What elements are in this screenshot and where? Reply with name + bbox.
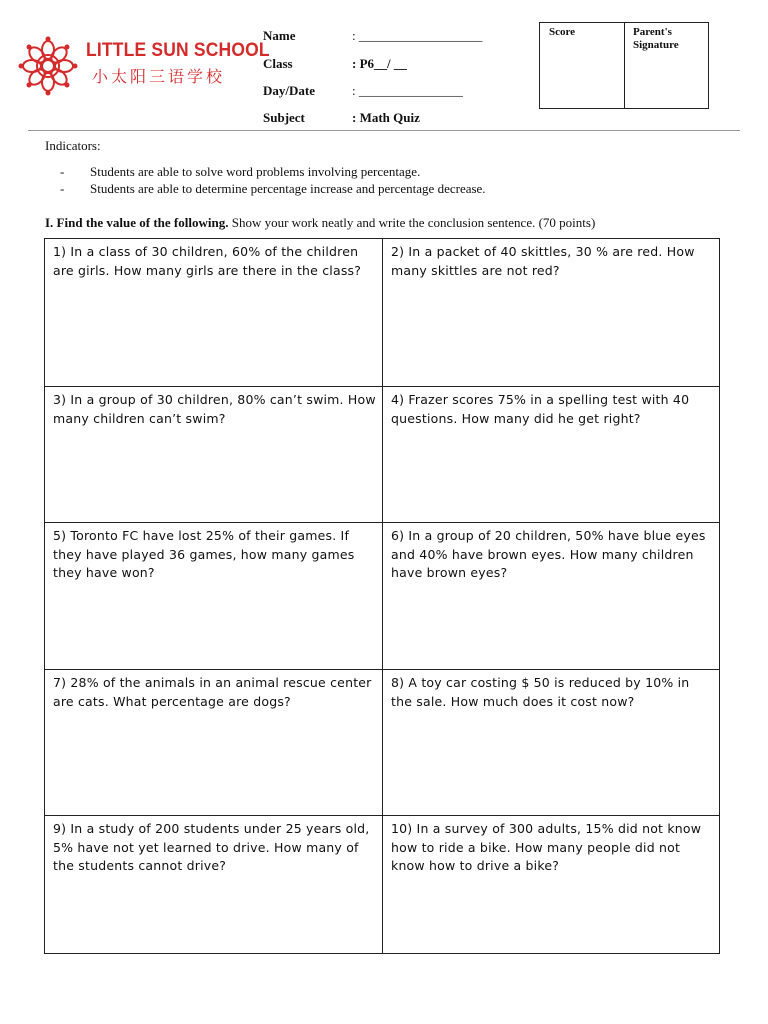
indicator-text: Students are able to solve word problems involving percentage. bbox=[90, 164, 421, 179]
school-logo bbox=[18, 36, 270, 96]
questions-table bbox=[44, 238, 720, 954]
question-cell-3[interactable]: 3) In a group of 30 children, 80% can’t swim. How many children can’t swim? bbox=[45, 387, 383, 523]
question-cell-8[interactable]: 8) A toy car costing $ 50 is reduced by 10% in the sale. How much does it cost now? bbox=[383, 670, 719, 816]
subject-label: Subject bbox=[263, 110, 305, 125]
header-divider bbox=[28, 130, 740, 131]
question-cell-9[interactable]: 9) In a study of 200 students under 25 years old, 5% have not yet learned to drive. How many of the students cannot drive? bbox=[45, 816, 383, 953]
question-cell-7[interactable]: 7) 28% of the animals in an animal rescue center are cats. What percentage are dogs? bbox=[45, 670, 383, 816]
section-heading bbox=[45, 215, 595, 231]
name-label: Name bbox=[263, 28, 296, 43]
date-label: Day/Date bbox=[263, 83, 315, 98]
indicator-text: Students are able to determine percentage increase and percentage decrease. bbox=[90, 181, 486, 196]
question-cell-1[interactable]: 1) In a class of 30 children, 60% of the children are girls. How many girls are there in the class? bbox=[45, 239, 383, 387]
question-cell-2[interactable]: 2) In a packet of 40 skittles, 30 % are red. How many skittles are not red? bbox=[383, 239, 719, 387]
name-field[interactable]: : ___________________ bbox=[352, 28, 483, 43]
section-instructions: Show your work neatly and write the conclusion sentence. (70 points) bbox=[231, 215, 596, 230]
section-title: I. Find the value of the following. bbox=[45, 215, 229, 230]
question-cell-5[interactable]: 5) Toronto FC have lost 25% of their games. If they have played 36 games, how many games they have won? bbox=[45, 523, 383, 670]
subject-value: : Math Quiz bbox=[352, 110, 420, 125]
class-label: Class bbox=[263, 56, 293, 71]
school-name-zh: 小太阳三语学校 bbox=[92, 67, 226, 86]
score-label: Score bbox=[549, 26, 576, 38]
indicators-heading: Indicators: bbox=[45, 138, 101, 153]
school-name-en: LITTLE SUN SCHOOL bbox=[86, 40, 270, 61]
score-box bbox=[539, 22, 709, 109]
question-cell-6[interactable]: 6) In a group of 20 children, 50% have blue eyes and 40% have brown eyes. How many children have brown eyes? bbox=[383, 523, 719, 670]
sun-emblem-icon bbox=[18, 36, 78, 96]
class-field[interactable]: : P6__/ __ bbox=[352, 56, 407, 71]
question-cell-4[interactable]: 4) Frazer scores 75% in a spelling test with 40 questions. How many did he get right? bbox=[383, 387, 719, 523]
score-divider bbox=[624, 23, 625, 108]
question-cell-10[interactable]: 10) In a survey of 300 adults, 15% did not know how to ride a bike. How many people did not know how to drive a bike? bbox=[391, 821, 702, 873]
date-field[interactable]: : ________________ bbox=[352, 83, 463, 98]
parent-signature-label: Parent's Signature bbox=[633, 26, 679, 51]
